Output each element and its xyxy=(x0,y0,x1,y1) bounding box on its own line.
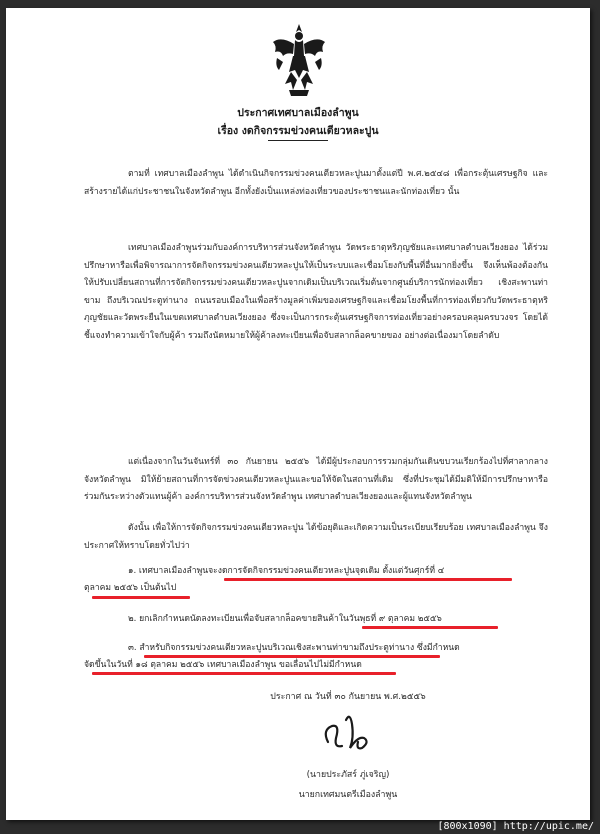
paragraph-4-text: ดังนั้น เพื่อให้การจัดกิจกรรมข่วงคนเตียวหละปูน ได้ข้อยุติและเกิดความเป็นระเบียบเรียบร้อย เทศบาลเมืองลำพูน จึงประกาศให้ทราบโดยทั่วไปว่า xyxy=(84,523,548,551)
handwritten-signature xyxy=(318,708,378,756)
garuda-emblem xyxy=(271,22,327,98)
highlight-underline xyxy=(92,672,396,675)
paragraph-3 xyxy=(84,454,548,507)
item-1-line-1: ๑. เทศบาลเมืองลำพูนจะงดการจัดกิจกรรมข่วงคนเตียวหละปูนจุดเดิม ตั้งแต่วันศุกร์ที่ ๔ xyxy=(128,566,445,576)
highlight-underline xyxy=(224,578,512,581)
item-2-line-1: ๒. ยกเลิกกำหนดนัดลงทะเบียนเพื่อจับสลากล็อคขายสินค้าในวันพุธที่ ๙ ตุลาคม ๒๕๕๖ xyxy=(128,614,442,624)
highlight-underline xyxy=(362,626,498,629)
title-divider xyxy=(268,140,328,141)
announcement-page xyxy=(6,8,590,820)
paragraph-3-text: แต่เนื่องจากในวันจันทร์ที่ ๓๐ กันยายน ๒๕๕๖ ได้มีผู้ประกอบการรวมกลุ่มกันเดินขบวนเรียกร้องไปที่ศาลากลางจังหวัดลำพูน มิให้ย้ายสถานที่การจัดข่วงคนเตียวหละปูนและขอให้จัดในสถานที่เดิม ซึ่งที่ประชุมได้มีมติให้มีการปรึกษาหารือร่วมกันระหว่างตัวแทนผู้ค้า องค์การบริหารส่วนจังหวัดลำพูน เทศบาลตำบลเวียงยองและผู้แทนจังหวัดลำพูน xyxy=(84,457,548,502)
highlight-underline xyxy=(92,596,190,599)
document-subject: เรื่อง งดกิจกรรมข่วงคนเตียวหละปูน xyxy=(217,125,379,137)
document-frame xyxy=(6,8,590,820)
paragraph-1 xyxy=(84,166,548,201)
item-3-line-2: จัดขึ้นในวันที่ ๑๘ ตุลาคม ๒๕๕๖ เทศบาลเมืองลำพูน ขอเลื่อนไปไม่มีกำหนด xyxy=(84,660,362,670)
paragraph-2-text: เทศบาลเมืองลำพูนร่วมกับองค์การบริหารส่วนจังหวัดลำพูน วัดพระธาตุหริภุญชัยและเทศบาลตำบลเวียงยอง ได้ร่วมปรึกษาหารือเพื่อพิจารณาการจัดกิจกรรมข่วงคนเตียวหละปูนให้เป็นระบบและเชื่อมโยงกับพื้นที่อื่นมากยิ่งขึ้น จึงเห็นพ้องต้องกันให้ปรับเปลี่ยนสถานที่การจัดกิจกรรมข่วงคนเตียวหละปูนจากเดิมเป็นบริเวณเริ่มต้นจากศูนย์บริการนักท่องเที่ยว เชิงสะพานท่าขาม ถึงบริเวณประตูท่านาง ถนนรอบเมืองในเพื่อสร้างมูลค่าเพิ่มของเศรษฐกิจและเชื่อมโยงพื้นที่การท่องเที่ยวกับวัดพระธาตุหริภุญชัยและวัดพระยืนในเขตเทศบาลตำบลเวียงยอง ซึ่งจะเป็นการกระตุ้นเศรษฐกิจการท่องเที่ยวอย่างครอบคลุมครบวงจร โดยได้ชี้แจงทำความเข้าใจกับผู้ค้า รวมถึงนัดหมายให้ผู้ค้าลงทะเบียนเพื่อจับสลากล็อคขายของ อย่างต่อเนื่องมาโดยลำดับ xyxy=(84,243,548,341)
paragraph-2 xyxy=(84,240,548,345)
image-caption: [800x1090] http://upic.me/ xyxy=(437,821,594,832)
signer-name: (นายประภัสร์ ภู่เจริญ) xyxy=(306,770,390,780)
highlight-underline xyxy=(144,655,440,658)
signer-title: นายกเทศมนตรีเมืองลำพูน xyxy=(298,790,398,800)
item-3-line-1: ๓. สำหรับกิจกรรมข่วงคนเตียวหละปูนบริเวณเชิงสะพานท่าขามถึงประตูท่านาง ซึ่งมีกำหนด xyxy=(128,643,460,653)
announcement-date: ประกาศ ณ วันที่ ๓๐ กันยายน พ.ศ.๒๕๕๖ xyxy=(270,692,426,702)
item-1-line-2: ตุลาคม ๒๕๕๖ เป็นต้นไป xyxy=(84,583,177,593)
paragraph-4 xyxy=(84,520,548,555)
document-title: ประกาศเทศบาลเมืองลำพูน xyxy=(237,107,359,119)
paragraph-1-text: ตามที่ เทศบาลเมืองลำพูน ได้ดำเนินกิจกรรมข่วงคนเตียวหละปูนมาตั้งแต่ปี พ.ศ.๒๕๔๘ เพื่อกระตุ้นเศรษฐกิจ และสร้างรายได้แก่ประชาชนในจังหวัดลำพูน อีกทั้งยังเป็นแหล่งท่องเที่ยวของประชาชนและนักท่องเที่ยว นั้น xyxy=(84,169,548,197)
